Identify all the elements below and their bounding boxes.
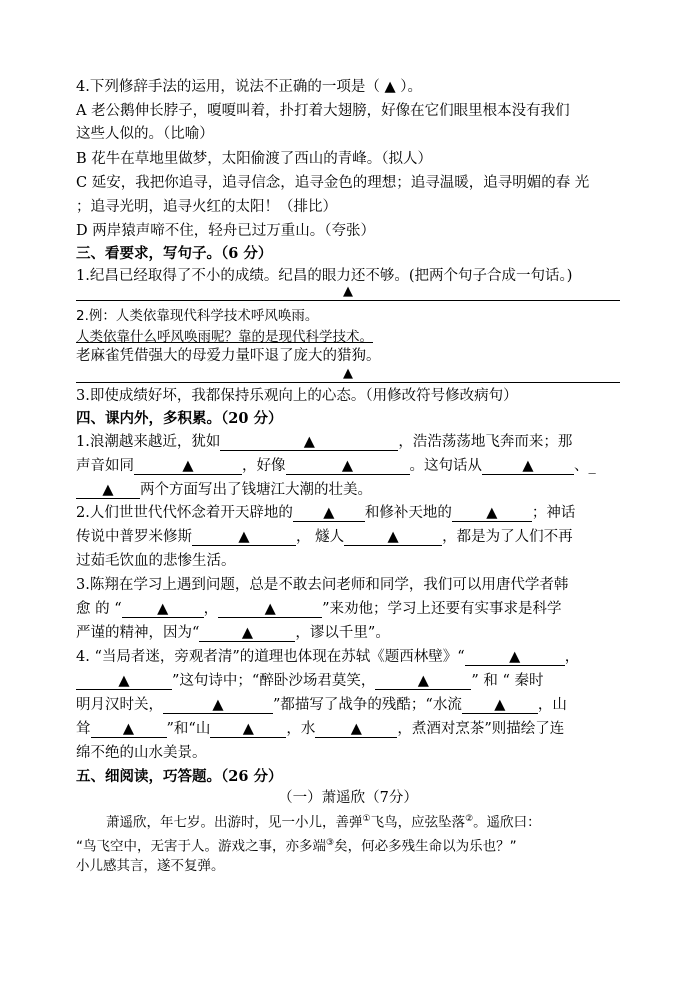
fill-blank[interactable]: ▲ — [192, 529, 296, 546]
fill-blank[interactable]: ▲ — [220, 434, 398, 451]
fill-blank[interactable]: ▲ — [163, 697, 273, 714]
s4-q2-line2: 传说中普罗米修斯 ▲ ， 燧人 ▲ ，都是为了人们不再 — [76, 529, 573, 545]
section-5-title: 五、细阅读，巧答题。（26 分） — [76, 768, 283, 785]
s3-q2-example-rewrite: 人类依靠什么呼风唤雨呢？靠的是现代科学技术。 — [76, 329, 373, 345]
s4-q2-line3: 过茹毛饮血的悲惨生活。 — [76, 553, 236, 569]
fill-blank[interactable]: ▲ — [375, 673, 471, 690]
passage-title: （一）萧遥欣（7分） — [278, 790, 418, 806]
answer-marker: ▲ — [343, 366, 353, 381]
s4-q1-line3: ▲ 两个方面写出了钱塘江大潮的壮美。 — [76, 480, 372, 500]
fill-blank[interactable]: ▲ — [210, 721, 286, 738]
fill-blank[interactable]: ▲ — [286, 458, 410, 475]
q4-stem: 4.下列修辞手法的运用，说法不正确的一项是（ ▲ ）。 — [76, 79, 422, 95]
q4-option-a-cont: 这些人似的。（比喻） — [76, 126, 214, 142]
section-3-title: 三、看要求，写句子。（6 分） — [76, 245, 273, 262]
s4-q1-line2: 声音如同 ▲ ，好像 ▲ 。这句话从 ▲ 、_ — [76, 458, 596, 474]
s4-q4-line1: 4. “当局者迷，旁观者清”的道理也体现在苏轼《题西林壁》“ ▲ ， — [76, 649, 580, 665]
s4-q3-line2: 愈 的 “ ▲ ， ▲ ”来劝他；学习上还要有实事求是科学 — [76, 601, 562, 617]
s4-q4-line4: 耸 ▲ ”和“山 ▲ ，水 ▲ ，煮酒对烹茶”则描绘了连 — [76, 721, 565, 737]
footnote-marker: ③ — [326, 838, 335, 848]
q4-option-a: A 老公鹅伸长脖子，嗄嗄叫着，扑打着大翅膀，好像在它们眼里根本没有我们 — [76, 103, 570, 119]
fill-blank[interactable]: ▲ — [293, 505, 365, 522]
passage-line2: “鸟飞空中，无害于人。游戏之事，亦多端③矣，何必多残生命以为乐也？” — [76, 838, 517, 855]
s3-q1: 1.纪昌已经取得了不小的成绩。纪昌的眼力还不够。(把两个句子合成一句话。) — [76, 268, 573, 284]
answer-line — [76, 300, 620, 301]
fill-blank[interactable]: ▲ — [199, 625, 295, 642]
fill-blank[interactable]: ▲ — [482, 458, 574, 475]
fill-blank[interactable]: ▲ — [462, 697, 538, 714]
fill-blank[interactable]: ▲ — [91, 721, 167, 738]
fill-blank[interactable]: ▲ — [122, 601, 204, 618]
fill-blank[interactable]: ▲ — [76, 482, 140, 499]
q4-option-c: C 延安，我把你追寻，追寻信念，追寻金色的理想；追寻温暖，追寻明媚的春 光 — [76, 175, 590, 191]
q4-option-d: D 两岸猿声啼不住，轻舟已过万重山。（夸张） — [76, 223, 375, 239]
s4-q4-line3: 明月汉时关， ▲ ”都描写了战争的残酷；“水流 ▲ ，山 — [76, 697, 567, 713]
s4-q1-line1: 1.浪潮越来越近，犹如 ▲ ，浩浩荡荡地飞奔而来；那 — [76, 434, 573, 450]
fill-blank[interactable]: ▲ — [315, 721, 397, 738]
s4-q3-line3: 严谨的精神，因为“ ▲ ，谬以千里”。 — [76, 625, 390, 641]
footnote-marker: ② — [465, 814, 474, 824]
fill-blank[interactable]: ▲ — [218, 601, 322, 618]
answer-line — [76, 382, 620, 383]
s3-q2-example: 2.例：人类依靠现代科学技术呼风唤雨。 — [76, 308, 319, 324]
s4-q2-line1: 2.人们世世代代怀念着开天辟地的 ▲ 和修补天地的 ▲ ；神话 — [76, 505, 576, 521]
footnote-marker: ① — [362, 814, 371, 824]
q4-option-b: B 花牛在草地里做梦，太阳偷渡了西山的青峰。（拟人） — [76, 151, 433, 167]
fill-blank[interactable]: ▲ — [344, 529, 442, 546]
section-4-title: 四、课内外，多积累。（20 分） — [76, 410, 283, 427]
fill-blank[interactable]: ▲ — [134, 458, 242, 475]
passage-line3: 小儿感其言，遂不复弹。 — [76, 858, 225, 874]
answer-marker: ▲ — [343, 284, 353, 299]
fill-blank[interactable]: ▲ — [76, 673, 172, 690]
s3-q3: 3.即使成绩好坏，我都保持乐观向上的心态。（用修改符号修改病句） — [76, 388, 518, 404]
s4-q4-line5: 绵不绝的山水美景。 — [76, 745, 207, 761]
fill-blank[interactable]: ▲ — [452, 505, 532, 522]
s4-q3-line1: 3.陈翔在学习上遇到问题，总是不敢去问老师和同学，我们可以用唐代学者韩 — [76, 577, 569, 593]
passage-line1: 萧遥欣，年七岁。出游时，见一小儿，善弹①飞鸟，应弦坠落②。遥欣曰： — [106, 814, 541, 831]
fill-blank[interactable]: ▲ — [465, 649, 565, 666]
s3-q2-sentence: 老麻雀凭借强大的母爱力量吓退了庞大的猎狗。 — [76, 348, 381, 364]
q4-option-c-cont: ；追寻光明，追寻火红的太阳！（排比） — [76, 199, 337, 215]
s4-q4-line2: ▲ ”这句诗中；“醉卧沙场君莫笑， ▲ ” 和 “ 秦时 — [76, 671, 543, 691]
